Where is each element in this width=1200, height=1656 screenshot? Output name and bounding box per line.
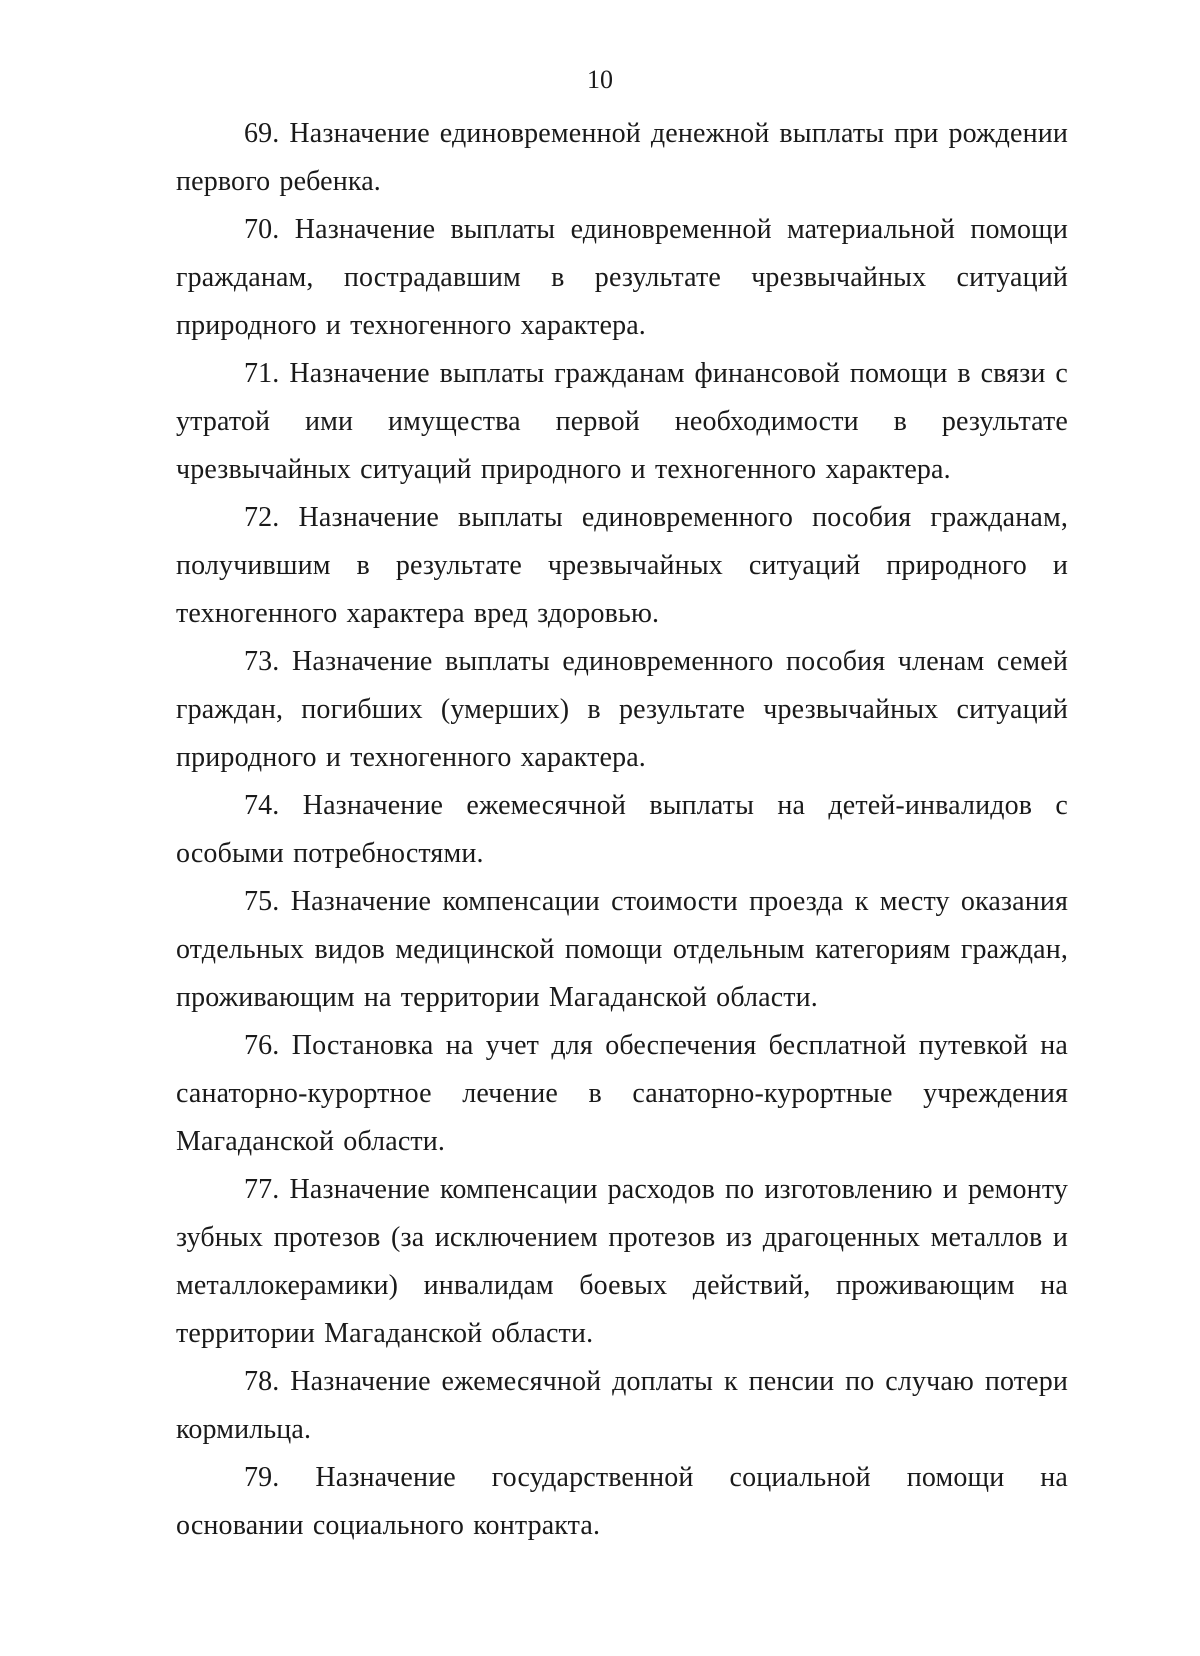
list-item-73: 73. Назначение выплаты единовременного пособия членам семей граждан, погибших (умерших) в результате чрезвычайных ситуаций природного и техногенного характера. <box>176 646 1068 773</box>
list-item-77: 77. Назначение компенсации расходов по изготовлению и ремонту зубных протезов (за исключением протезов из драгоценных металлов и металлокерамики) инвалидам боевых действий, проживающим на территории Магаданской области. <box>176 1174 1068 1349</box>
document-body <box>176 110 1068 1550</box>
list-item-71: 71. Назначение выплаты гражданам финансовой помощи в связи с утратой ими имущества первой необходимости в результате чрезвычайных ситуаций природного и техногенного характера. <box>176 358 1068 485</box>
list-item-72: 72. Назначение выплаты единовременного пособия гражданам, получившим в результате чрезвычайных ситуаций природного и техногенного характера вред здоровью. <box>176 502 1068 629</box>
list-item-78: 78. Назначение ежемесячной доплаты к пенсии по случаю потери кормильца. <box>176 1366 1068 1445</box>
list-item-74: 74. Назначение ежемесячной выплаты на детей-инвалидов с особыми потребностями. <box>176 790 1068 869</box>
list-item-75: 75. Назначение компенсации стоимости проезда к месту оказания отдельных видов медицинской помощи отдельным категориям граждан, проживающим на территории Магаданской области. <box>176 886 1068 1013</box>
list-item-69: 69. Назначение единовременной денежной выплаты при рождении первого ребенка. <box>176 118 1068 197</box>
page-number: 10 <box>587 65 613 94</box>
list-item-70: 70. Назначение выплаты единовременной материальной помощи гражданам, пострадавшим в результате чрезвычайных ситуаций природного и техногенного характера. <box>176 214 1068 341</box>
list-item-76: 76. Постановка на учет для обеспечения бесплатной путевкой на санаторно-курортное лечение в санаторно-курортные учреждения Магаданской области. <box>176 1030 1068 1157</box>
list-item-79: 79. Назначение государственной социальной помощи на основании социального контракта. <box>176 1462 1068 1541</box>
